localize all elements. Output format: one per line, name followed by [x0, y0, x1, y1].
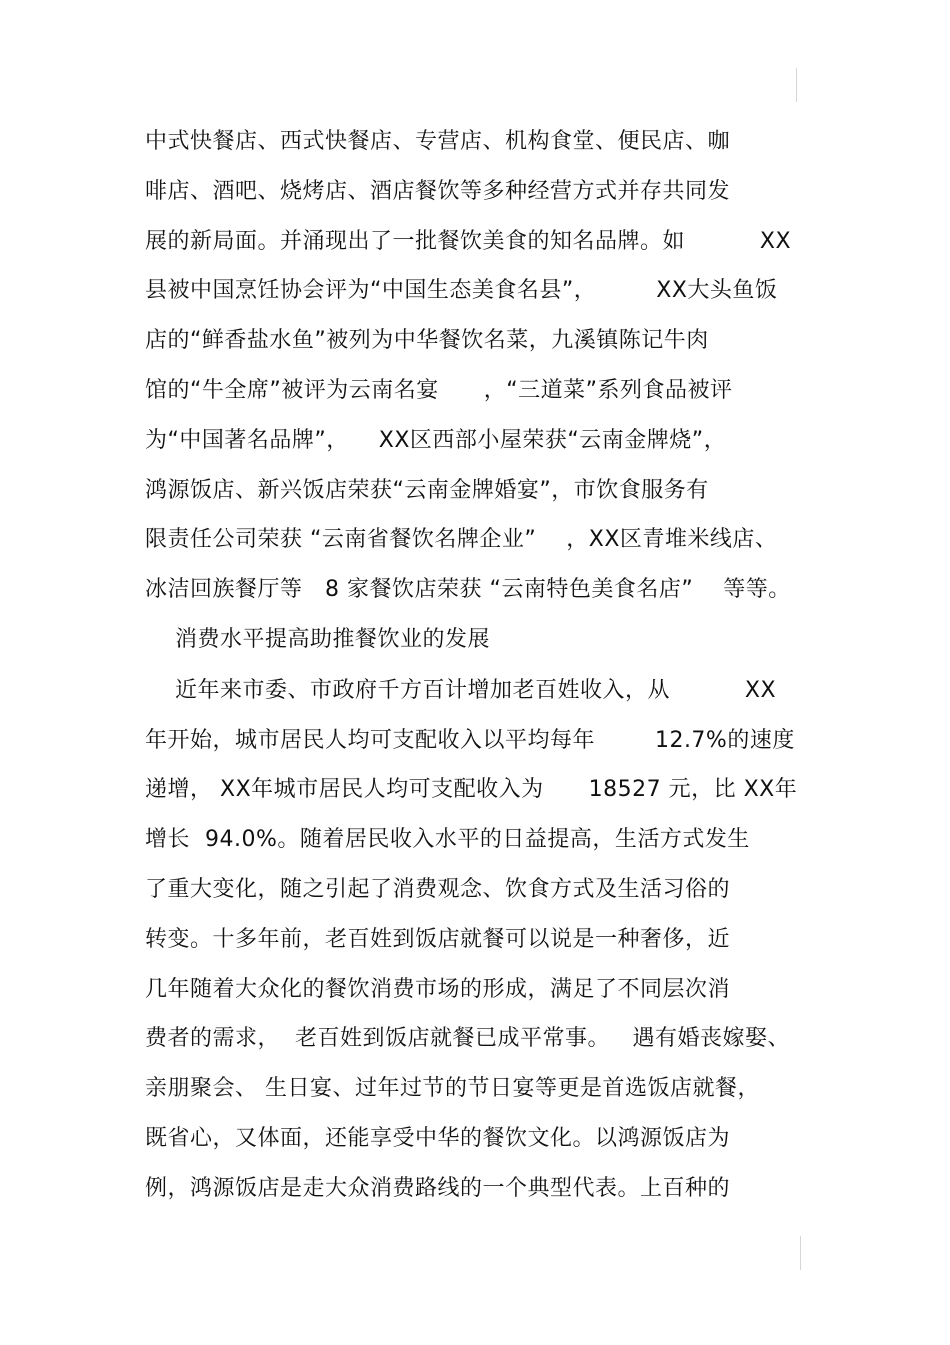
text-line: 增长 94.0%。随着居民收入水平的日益提高，生活方式发生 — [145, 827, 750, 852]
text-line: 为“中国著名品牌”， XX区西部小屋荣获“云南金牌烧”， — [145, 428, 727, 453]
text-line: 馆的“牛全席”被评为云南名宴 ，“三道菜”系列食品被评 — [145, 378, 733, 403]
text-line: 转变。十多年前，老百姓到饭店就餐可以说是一种奢侈，近 — [145, 927, 731, 952]
text-line: 递增， XX年城市居民人均可支配收入为 18527 元，比 XX年 — [145, 777, 798, 802]
text-line: 鸿源饭店、新兴饭店荣获“云南金牌婚宴”，市饮食服务有 — [145, 478, 709, 503]
text-line: 例，鸿源饭店是走大众消费路线的一个典型代表。上百种的 — [145, 1176, 731, 1201]
text-line: 了重大变化，随之引起了消费观念、饮食方式及生活习俗的 — [145, 877, 731, 902]
text-line: 亲朋聚会、 生日宴、过年过节的节日宴等更是首选饭店就餐， — [145, 1076, 760, 1101]
text-line: 展的新局面。并涌现出了一批餐饮美食的知名品牌。如 XX — [145, 229, 792, 254]
text-line: 限责任公司荣获 “云南省餐饮名牌企业” ，XX区青堆米线店、 — [145, 527, 778, 552]
text-line: 啡店、酒吧、烧烤店、酒店餐饮等多种经营方式并存共同发 — [145, 179, 731, 204]
text-line: 费者的需求， 老百姓到饭店就餐已成平常事。 遇有婚丧嫁娶、 — [145, 1026, 790, 1051]
text-line: 中式快餐店、西式快餐店、专营店、机构食堂、便民店、咖 — [145, 129, 731, 154]
text-line: 店的“鲜香盐水鱼”被列为中华餐饮名菜，九溪镇陈记牛肉 — [145, 328, 709, 353]
text-line: 冰洁回族餐厅等 8 家餐饮店荣获 “云南特色美食名店” 等等。 — [145, 577, 791, 602]
bottom-right-page-mark — [800, 1236, 801, 1270]
section-heading: 消费水平提高助推餐饮业的发展 — [145, 627, 490, 652]
text-line: 近年来市委、市政府千方百计增加老百姓收入，从 XX — [145, 678, 777, 703]
text-line: 年开始，城市居民人均可支配收入以平均每年 12.7%的速度 — [145, 728, 795, 753]
top-right-page-mark — [796, 68, 797, 102]
text-line: 几年随着大众化的餐饮消费市场的形成，满足了不同层次消 — [145, 977, 731, 1002]
text-line: 既省心，又体面，还能享受中华的餐饮文化。以鸿源饭店为 — [145, 1126, 731, 1151]
text-line: 县被中国烹饪协会评为“中国生态美食名县”， XX大头鱼饭 — [145, 278, 778, 303]
